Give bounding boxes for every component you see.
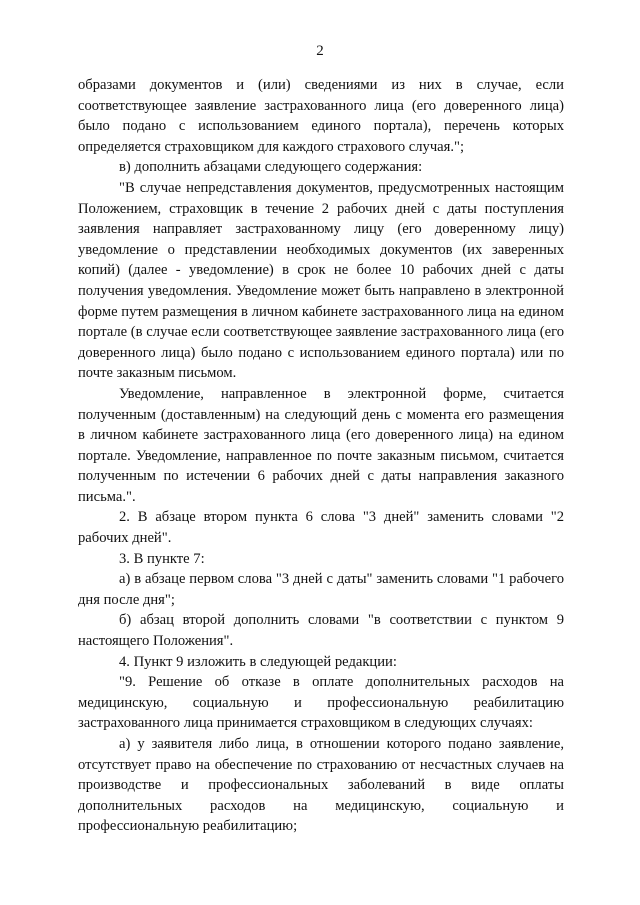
paragraph-6: 3. В пункте 7: [119, 550, 205, 567]
paragraph-11: а) у заявителя либо лица, в отношении которого подано заявление, отсутствует право на обеспечение по страхованию от несчастных случаев на производстве и профессиональных заболеваний в виде оплаты дополнительных расходов на медицинскую, социальную и профессиональную реабилитацию; [78, 736, 564, 835]
page-number: 2 [316, 43, 324, 59]
document-body [78, 75, 564, 837]
paragraph-7: а) в абзаце первом слова "3 дней с даты" заменить словами "1 рабочего дня после дня"; [78, 571, 564, 608]
paragraph-1: образами документов и (или) сведениями из них в случае, если соответствующее заявление застрахованного лица (его доверенного лица) было подано с использованием единого портала), перечень которых определяется страховщиком для каждого страхового случая."; [78, 77, 564, 155]
paragraph-3: "В случае непредставления документов, предусмотренных настоящим Положением, страховщик в течение 2 рабочих дней с даты поступления заявления направляет застрахованному лицу (его доверенному лицу) уведомление о представлении необходимых документов (их заверенных копий) (далее - уведомление) в срок не более 10 рабочих дней с даты получения уведомления. Уведомление может быть направлено в электронной форме путем размещения в личном кабинете застрахованного лица на едином портале (в случае если соответствующее заявление застрахованного лица (его доверенного лица) было подано с использованием единого портала) или по почте заказным письмом. [78, 179, 564, 382]
paragraph-5: 2. В абзаце втором пункта 6 слова "3 дней" заменить словами "2 рабочих дней". [78, 509, 564, 547]
paragraph-4: Уведомление, направленное в электронной форме, считается полученным (доставленным) на следующий день с момента его размещения в личном кабинете застрахованного лица (его доверенного лица) на едином портале. Уведомление, направленное по почте заказным письмом, считается полученным по истечении 6 рабочих дней с даты направления заказного письма.". [78, 385, 564, 505]
paragraph-9: 4. Пункт 9 изложить в следующей редакции: [119, 653, 397, 670]
paragraph-10: "9. Решение об отказе в оплате дополнительных расходов на медицинскую, социальную и профессиональную реабилитацию застрахованного лица принимается страховщиком в следующих случаях: [78, 674, 564, 732]
paragraph-2: в) дополнить абзацами следующего содержания: [119, 159, 423, 176]
paragraph-8: б) абзац второй дополнить словами "в соответствии с пунктом 9 настоящего Положения". [78, 612, 564, 650]
